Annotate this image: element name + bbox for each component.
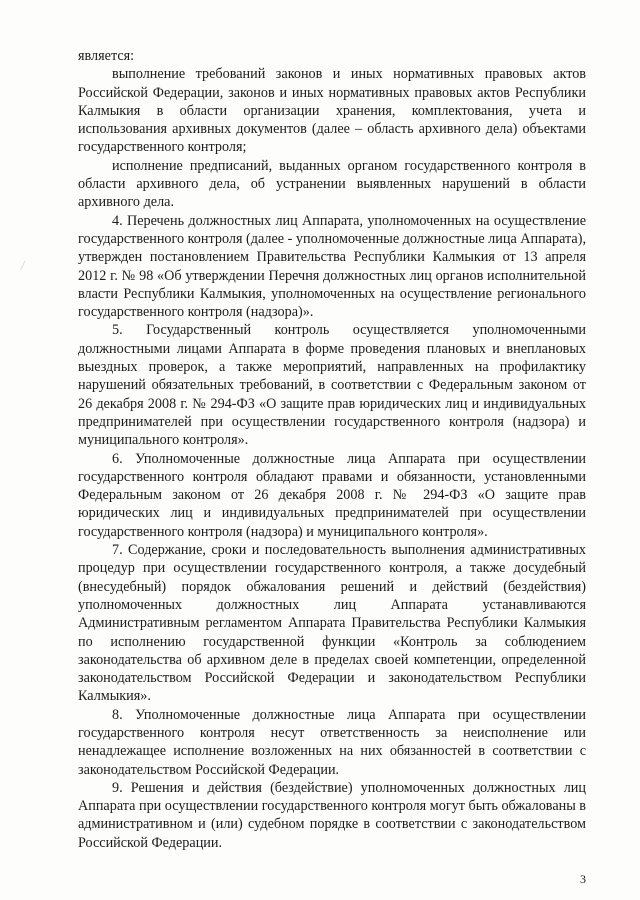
page-number: 3 [580, 872, 586, 886]
paragraph-9: 9. Решения и действия (бездействие) уполномоченных должностных лиц Аппарата при осуществлении государственного контроля могут быть обжалованы в административном и (или) судебном порядке в соответствии с законодательством Российской Федерации. [78, 779, 586, 851]
margin-pencil-mark [20, 261, 32, 274]
document-body [78, 47, 586, 852]
paragraph-8: 8. Уполномоченные должностные лица Аппарата при осуществлении государственного контроля несут ответственность за неисполнение или ненадлежащее исполнение возложенных на них обязанностей в соответствии с законодательством Российской Федерации. [78, 706, 586, 778]
paragraph-6: 6. Уполномоченные должностные лица Аппарата при осуществлении государственного контроля обладают правами и обязанности, установленными Федеральным законом от 26 декабря 2008 г. № 294-ФЗ «О защите прав юридических лиц и индивидуальных предпринимателей при осуществлении государственного контроля (надзора) и муниципального контроля». [78, 450, 586, 540]
paragraph-intro: является: [78, 48, 135, 64]
paragraph-requirements: выполнение требований законов и иных нормативных правовых актов Российской Федерации, законов и иных нормативных правовых актов Республики Калмыкия в области организации хранения, комплектования, учета и использования архивных документов (далее – область архивного дела) объектами государственного контроля; [78, 66, 586, 156]
paragraph-4: 4. Перечень должностных лиц Аппарата, уполномоченных на осуществление государственного контроля (далее - уполномоченные должностные лица Аппарата), утвержден постановлением Правительства Республики Калмыкия от 13 апреля 2012 г. № 98 «Об утверждении Перечня должностных лиц органов исполнительной власти Республики Калмыкия, уполномоченных на осуществление регионального государственного контроля (надзора)». [78, 212, 586, 321]
paragraph-7: 7. Содержание, сроки и последовательность выполнения административных процедур при осуществлении государственного контроля, а также досудебный (внесудебный) порядок обжалования решений и действий (бездействия) уполномоченных должностных лиц Аппарата устанавливаются Административным регламентом Аппарата Правительства Республики Калмыкия по исполнению государственной функции «Контроль за соблюдением законодательства об архивном деле в пределах своей компетенции, определенной законодательством Российской Федерации и законодательством Республики Калмыкия». [78, 542, 586, 705]
paragraph-prescriptions: исполнение предписаний, выданных органом государственного контроля в области архивного дела, об устранении выявленных нарушений в области архивного дела. [78, 157, 586, 211]
paragraph-5: 5. Государственный контроль осуществляется уполномоченными должностными лицами Аппарата в форме проведения плановых и внеплановых выездных проверок, а также мероприятий, направленных на профилактику нарушений обязательных требований, в соответствии с Федеральным законом от 26 декабря 2008 г. № 294-ФЗ «О защите прав юридических лиц и индивидуальных предпринимателей при осуществлении государственного контроля (надзора) и муниципального контроля». [78, 322, 586, 449]
